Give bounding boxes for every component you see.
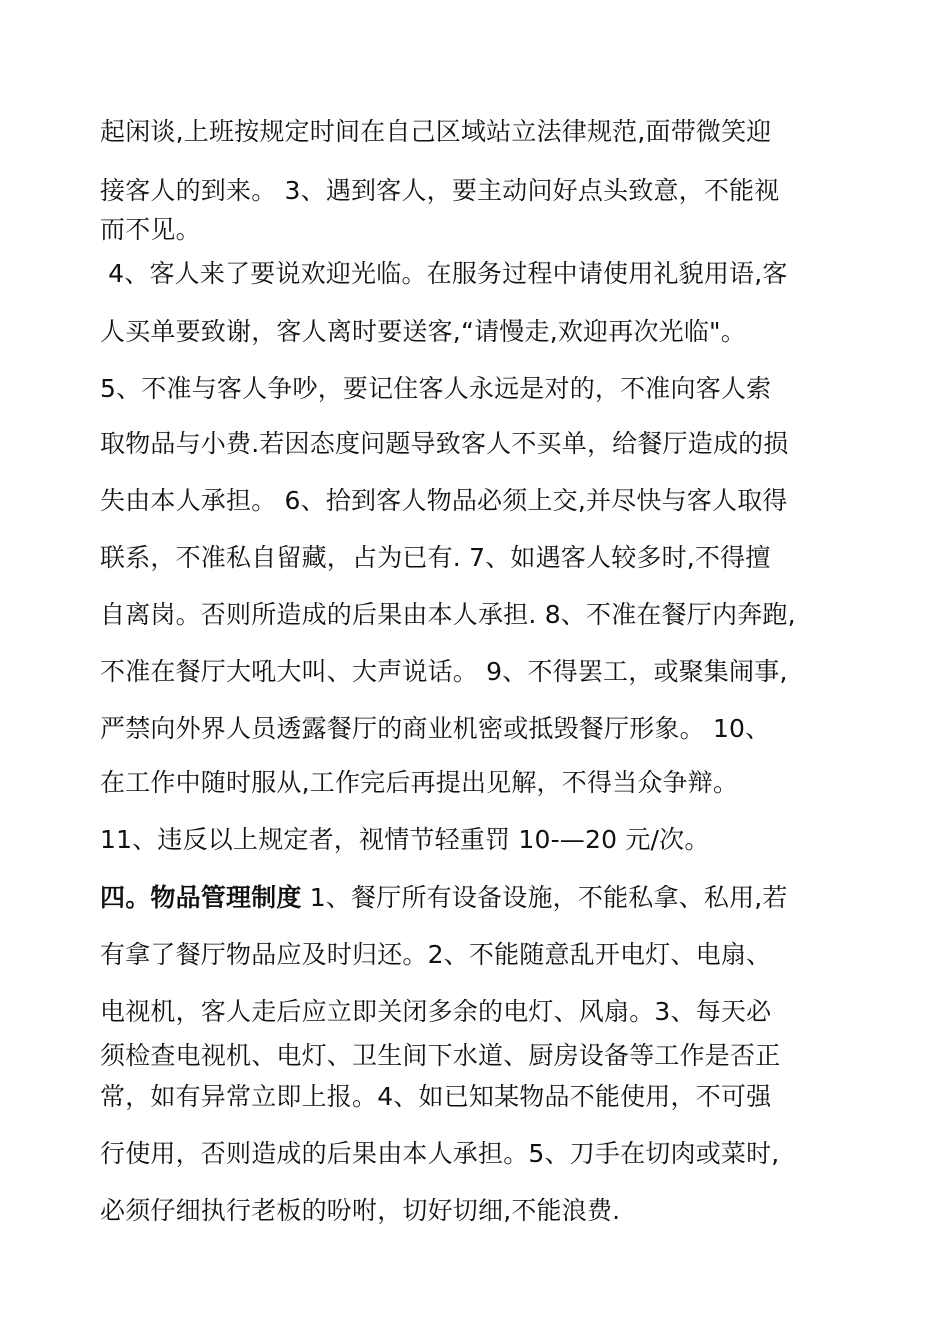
text-line: 在工作中随时服从,工作完后再提出见解，不得当众争辩。: [100, 768, 739, 797]
text-line: 有拿了餐厅物品应及时归还。2、不能随意乱开电灯、电扇、: [100, 940, 772, 969]
text-line: 取物品与小费.若因态度问题导致客人不买单，给餐厅造成的损: [100, 429, 789, 458]
text-line: 必须仔细执行老板的吩咐，切好切细,不能浪费.: [100, 1196, 621, 1225]
section-4-first-line: [100, 883, 788, 913]
text-line: 须检查电视机、电灯、卫生间下水道、厨房设备等工作是否正: [100, 1041, 781, 1070]
text-line: 而不见。: [100, 215, 201, 244]
section-4-heading: 四。物品管理制度: [100, 883, 302, 912]
text-line: 不准在餐厅大吼大叫、大声说话。 9、不得罢工，或聚集闹事,: [100, 657, 788, 686]
text-line: 起闲谈,上班按规定时间在自己区域站立法律规范,面带微笑迎: [100, 117, 772, 146]
text-line: 联系，不准私自留藏，占为已有. 7、如遇客人较多时,不得擅: [100, 543, 771, 572]
text-line: 严禁向外界人员透露餐厅的商业机密或抵毁餐厅形象。 10、: [100, 714, 771, 743]
text-line: 行使用，否则造成的后果由本人承担。5、刀手在切肉或菜时,: [100, 1139, 780, 1168]
text-line: 自离岗。否则所造成的后果由本人承担. 8、不准在餐厅内奔跑,: [100, 600, 796, 629]
section-4-text: 1、餐厅所有设备设施，不能私拿、私用,若: [301, 883, 788, 912]
text-line: 4、客人来了要说欢迎光临。在服务过程中请使用礼貌用语,客: [100, 259, 788, 288]
text-line: 常，如有异常立即上报。4、如已知某物品不能使用，不可强: [100, 1082, 772, 1111]
text-line: 人买单要致谢，客人离时要送客,“请慢走,欢迎再次光临"。: [100, 317, 746, 346]
text-line: 5、不准与客人争吵，要记住客人永远是对的，不准向客人索: [100, 374, 772, 403]
text-line: 失由本人承担。 6、拾到客人物品必须上交,并尽快与客人取得: [100, 486, 788, 515]
text-line: 电视机，客人走后应立即关闭多余的电灯、风扇。3、每天必: [100, 997, 772, 1026]
text-line: 接客人的到来。 3、遇到客人，要主动问好点头致意，不能视: [100, 176, 780, 205]
text-line: 11、违反以上规定者，视情节轻重罚 10-—20 元/次。: [100, 825, 710, 854]
